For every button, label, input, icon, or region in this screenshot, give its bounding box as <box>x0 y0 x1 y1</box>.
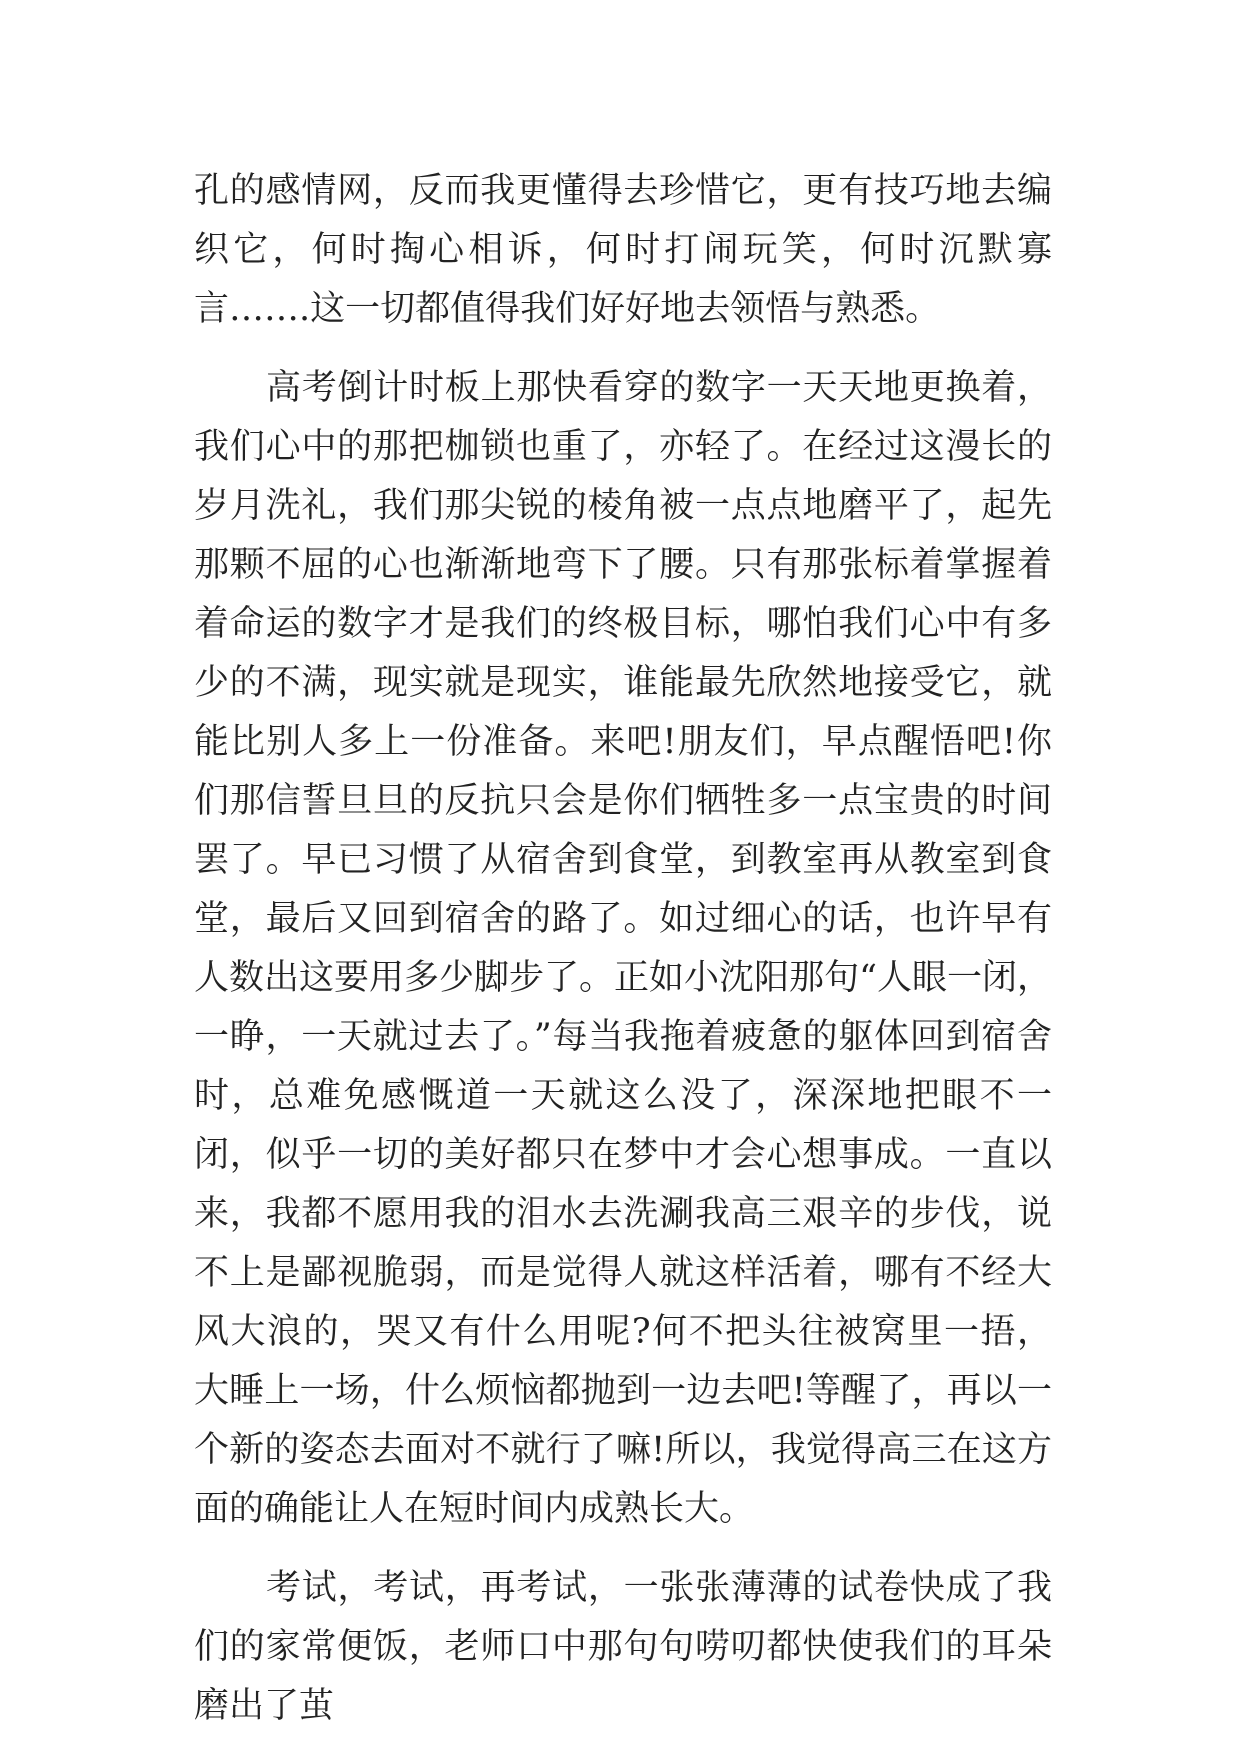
paragraph-continuation: 孔的感情网，反而我更懂得去珍惜它，更有技巧地去编织它，何时掏心相诉，何时打闹玩笑，何时沉默寡言…….这一切都值得我们好好地去领悟与熟悉。 <box>194 171 1052 329</box>
paragraph-countdown: 高考倒计时板上那快看穿的数字一天天地更换着，我们心中的那把枷锁也重了，亦轻了。在经过这漫长的岁月洗礼，我们那尖锐的棱角被一点点地磨平了，起先那颗不屈的心也渐渐地弯下了腰。只有那张标着掌握着着命运的数字才是我们的终极目标，哪怕我们心中有多少的不满，现实就是现实，谁能最先欣然地接受它，就能比别人多上一份准备。来吧!朋友们，早点醒悟吧!你们那信誓旦旦的反抗只会是你们牺牲多一点宝贵的时间罢了。早已习惯了从宿舍到食堂，到教室再从教室到食堂，最后又回到宿舍的路了。如过细心的话，也许早有人数出这要用多少脚步了。正如小沈阳那句“人眼一闭，一睁，一天就过去了。”每当我拖着疲惫的躯体回到宿舍时，总难免感慨道一天就这么没了，深深地把眼不一闭，似乎一切的美好都只在梦中才会心想事成。一直以来，我都不愿用我的泪水去洗涮我高三艰辛的步伐，说不上是鄙视脆弱，而是觉得人就这样活着，哪有不经大风大浪的，哭又有什么用呢?何不把头往被窝里一捂，大睡上一场，什么烦恼都抛到一边去吧!等醒了，再以一个新的姿态去面对不就行了嘛!所以，我觉得高三在这方面的确能让人在短时间内成熟长大。 <box>194 368 1052 1529</box>
body-text <box>194 162 1052 1736</box>
paragraph-exams: 考试，考试，再考试，一张张薄薄的试卷快成了我们的家常便饭，老师口中那句句唠叨都快使我们的耳朵磨出了茧 <box>194 1568 1052 1726</box>
